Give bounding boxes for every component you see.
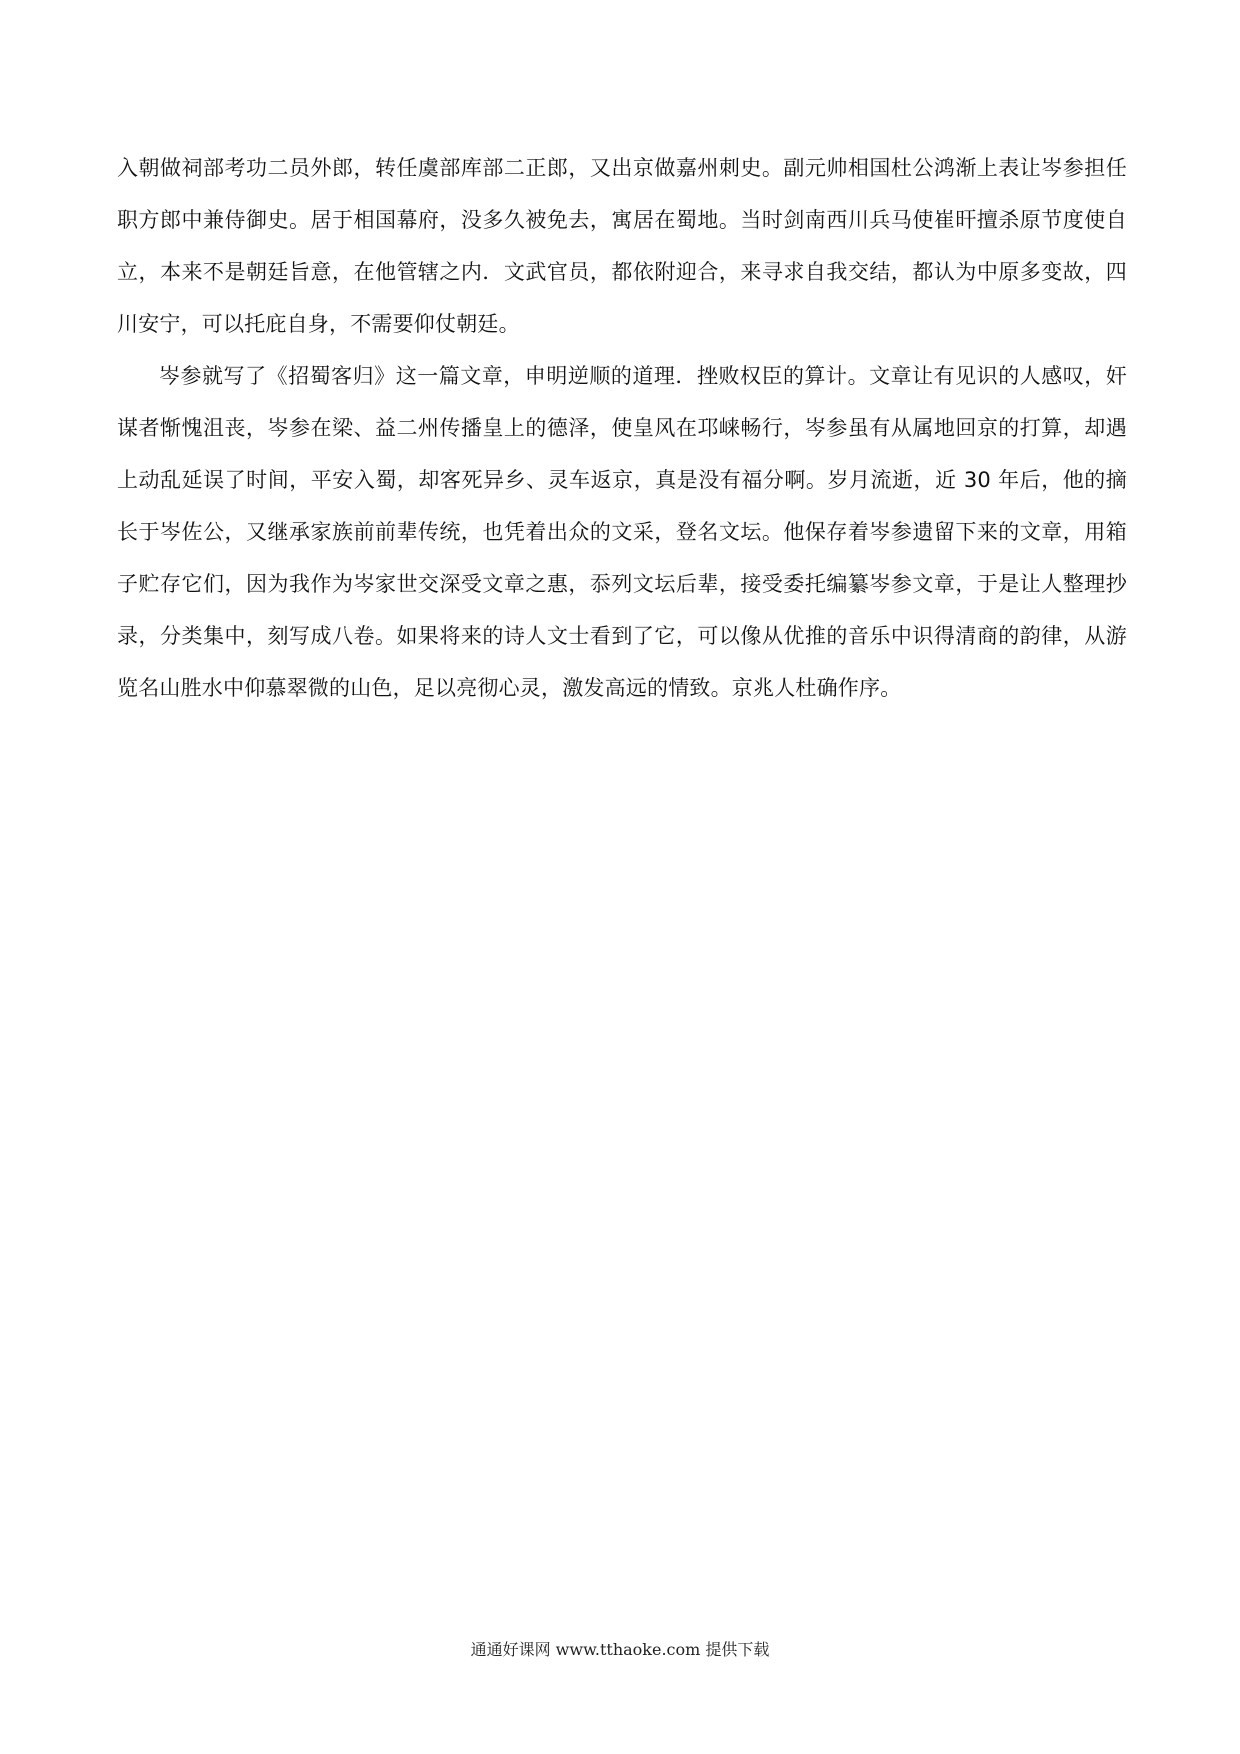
page-footer: 通通好课网 www.tthaoke.com 提供下载 bbox=[470, 1640, 770, 1659]
paragraph-2: 岑参就写了《招蜀客归》这一篇文章，申明逆顺的道理．挫败权臣的算计。文章让有见识的人感叹，奸谋者惭愧沮丧，岑参在梁、益二州传播皇上的德泽，使皇风在邛崃畅行，岑参虽有从属地回京的打算，却遇上动乱延误了时间，平安入蜀，却客死异乡、灵车返京，真是没有福分啊。岁月流逝，近 30 年后，他的摘长于岑佐公，又继承家族前前辈传统，也凭着出众的文采，登名文坛。他保存着岑参遗留下来的文章，用箱子贮存它们，因为我作为岑家世交深受文章之惠，忝列文坛后辈，接受委托编纂岑参文章，于是让人整理抄录，分类集中，刻写成八卷。如果将来的诗人文士看到了它，可以像从优推的音乐中识得清商的韵律，从游览名山胜水中仰慕翠微的山色，足以亮彻心灵，激发高远的情致。京兆人杜确作序。 bbox=[117, 364, 1127, 700]
document-body bbox=[117, 142, 1127, 714]
paragraph-1: 入朝做祠部考功二员外郎，转任虞部库部二正郎，又出京做嘉州刺史。副元帅相国杜公鸿渐上表让岑参担任职方郎中兼侍御史。居于相国幕府，没多久被免去，寓居在蜀地。当时剑南西川兵马使崔旰擅杀原节度使自立，本来不是朝廷旨意，在他管辖之内．文武官员，都依附迎合，来寻求自我交结，都认为中原多变故，四川安宁，可以托庇自身，不需要仰仗朝廷。 bbox=[117, 156, 1127, 336]
